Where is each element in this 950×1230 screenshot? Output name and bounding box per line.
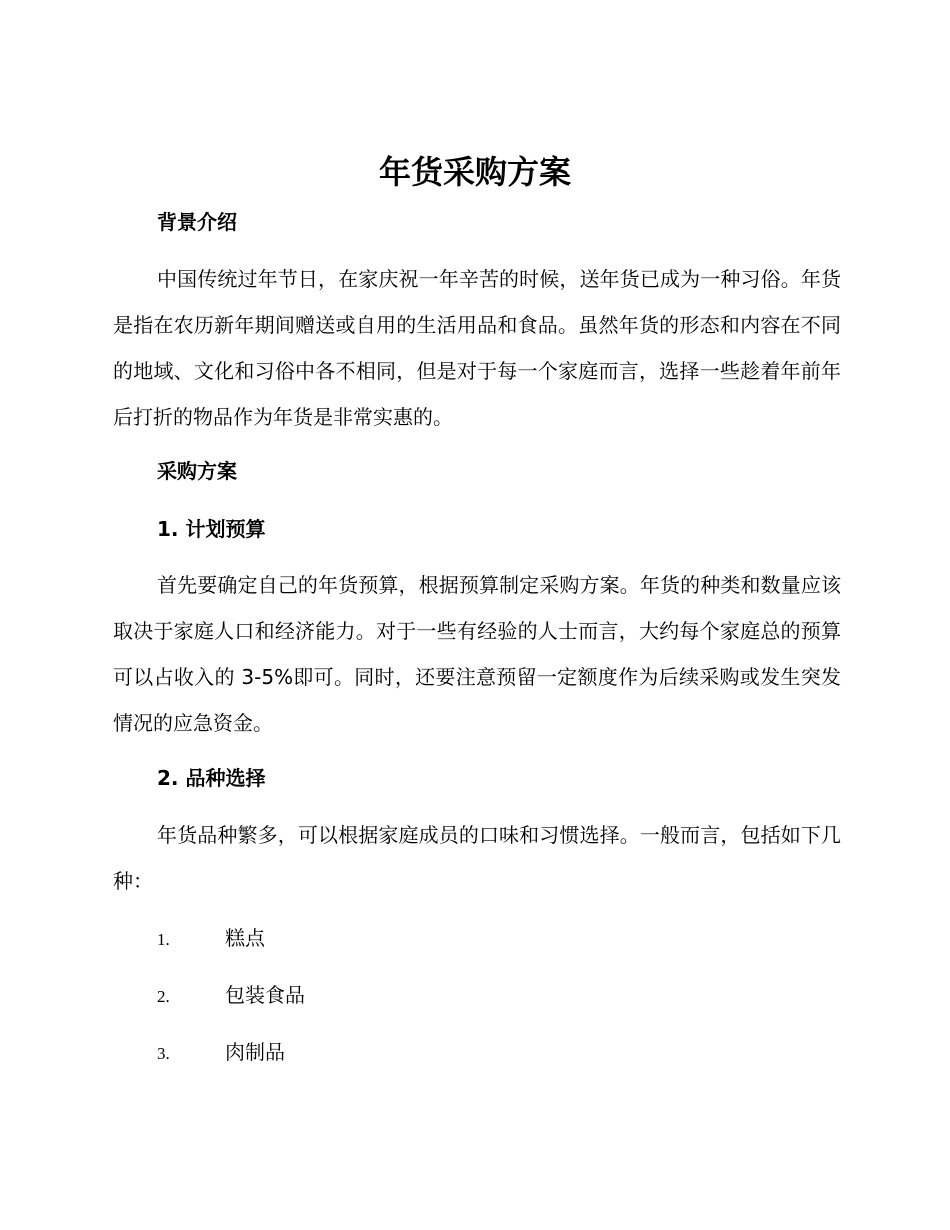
heading-budget: 1. 计划预算 [157, 517, 266, 541]
list-item-number: 3. [157, 1044, 170, 1063]
document-title: 年货采购方案 [378, 153, 571, 191]
list-item-text: 包装食品 [225, 983, 305, 1007]
heading-background: 背景介绍 [157, 210, 237, 234]
list-item-text: 肉制品 [225, 1040, 285, 1064]
list-item-number: 1. [157, 930, 170, 949]
paragraph-variety: 年货品种繁多，可以根据家庭成员的口味和习惯选择。一般而言，包括如下几种： [113, 823, 841, 893]
list-item-text: 糕点 [225, 926, 265, 950]
list-item-number: 2. [157, 987, 170, 1006]
heading-variety: 2. 品种选择 [157, 766, 266, 790]
heading-purchase-plan: 采购方案 [157, 459, 237, 483]
paragraph-background: 中国传统过年节日，在家庆祝一年辛苦的时候，送年货已成为一种习俗。年货是指在农历新年期间赠送或自用的生活用品和食品。虽然年货的形态和内容在不同的地域、文化和习俗中各不相同，但是对于每一个家庭而言，选择一些趁着年前年后打折的物品作为年货是非常实惠的。 [113, 267, 841, 429]
list-item [157, 981, 305, 1011]
paragraph-budget: 首先要确定自己的年货预算，根据预算制定采购方案。年货的种类和数量应该取决于家庭人口和经济能力。对于一些有经验的人士而言，大约每个家庭总的预算可以占收入的 3-5%即可。同时，还要注意预留一定额度作为后续采购或发生突发情况的应急资金。 [113, 573, 841, 735]
list-item [157, 924, 265, 954]
list-item [157, 1038, 285, 1068]
